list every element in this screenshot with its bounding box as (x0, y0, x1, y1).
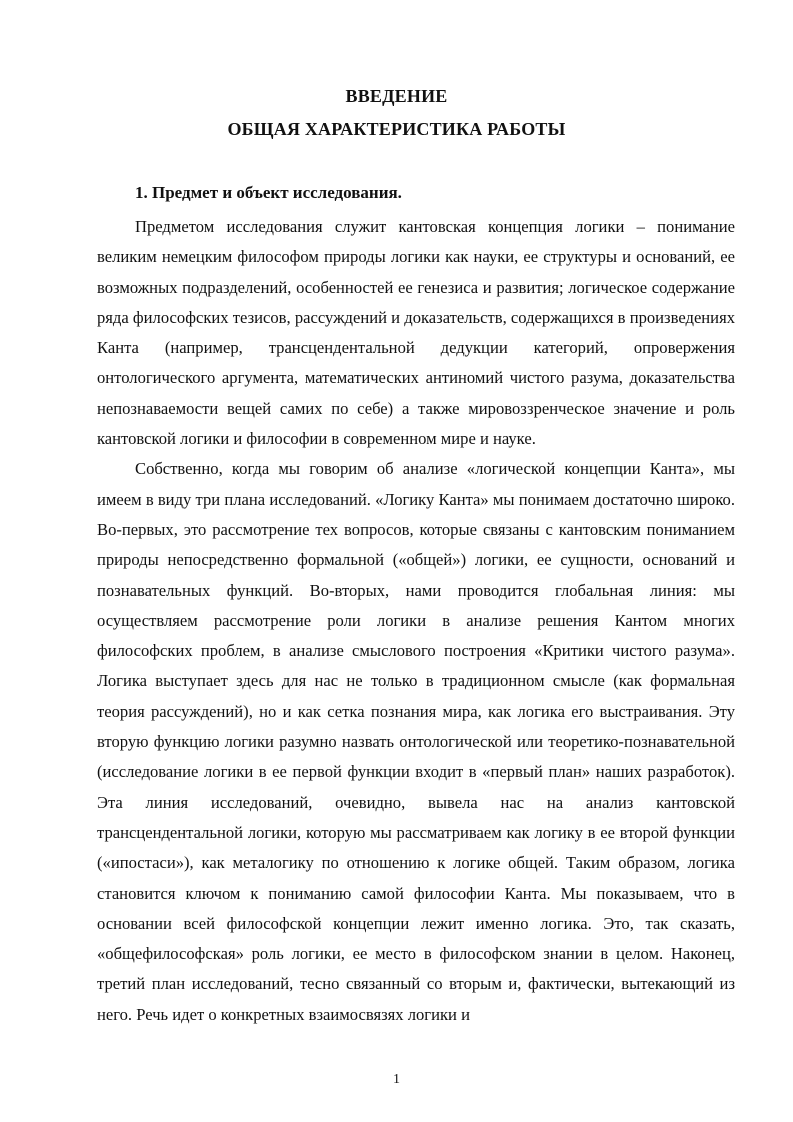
paragraph: Собственно, когда мы говорим об анализе «логической концепции Канта», мы имеем в виду три плана исследований. «Логику Канта» мы понимаем достаточно широко. Во-первых, это рассмотрение тех вопросов, которые связаны с кантовским пониманием природы непосредственно формальной («общей») логики, ее сущности, оснований и познавательных функций. Во-вторых, нами проводится глобальная линия: мы осуществляем рассмотрение роли логики в анализе решения Кантом многих философских проблем, в анализе смыслового построения «Критики чистого разума». Логика выступает здесь для нас не только в традиционном смысле (как формальная теория рассуждений), но и как сетка познания мира, как логика его выстраивания. Эту вторую функцию логики разумно назвать онтологической или теоретико-познавательной (исследование логики в ее первой функции входит в «первый план» наших разработок). Эта линия исследований, очевидно, вывела нас на анализ кантовской трансцендентальной логики, которую мы рассматриваем как логику в ее второй функции («ипостаси»), как металогику по отношению к логике общей. Таким образом, логика становится ключом к пониманию самой философии Канта. Мы показываем, что в основании всей философской концепции лежит именно логика. Это, так сказать, «общефилософская» роль логики, ее место в философском знании в целом. Наконец, третий план исследований, тесно связанный со вторым и, фактически, вытекающий из него. Речь идет о конкретных взаимосвязях логики и (97, 459, 735, 1024)
page-subtitle: ОБЩАЯ ХАРАКТЕРИСТИКА РАБОТЫ (227, 119, 566, 139)
page-title: ВВЕДЕНИЕ (345, 86, 448, 106)
body-text (97, 212, 735, 1030)
section-title: 1. Предмет и объект исследования. (135, 183, 402, 202)
page-number: 1 (393, 1072, 400, 1087)
paragraph: Предметом исследования служит кантовская концепция логики – понимание великим немецким философом природы логики как науки, ее структуры и оснований, ее возможных подразделений, особенностей ее генезиса и развития; логическое содержание ряда философских тезисов, рассуждений и доказательств, содержащихся в произведениях Канта (например, трансцендентальной дедукции категорий, опровержения онтологического аргумента, математических антиномий чистого разума, доказательства непознаваемости вещей самих по себе) а также мировоззренческое значение и роль кантовской логики и философии в современном мире и науке. (97, 217, 735, 449)
